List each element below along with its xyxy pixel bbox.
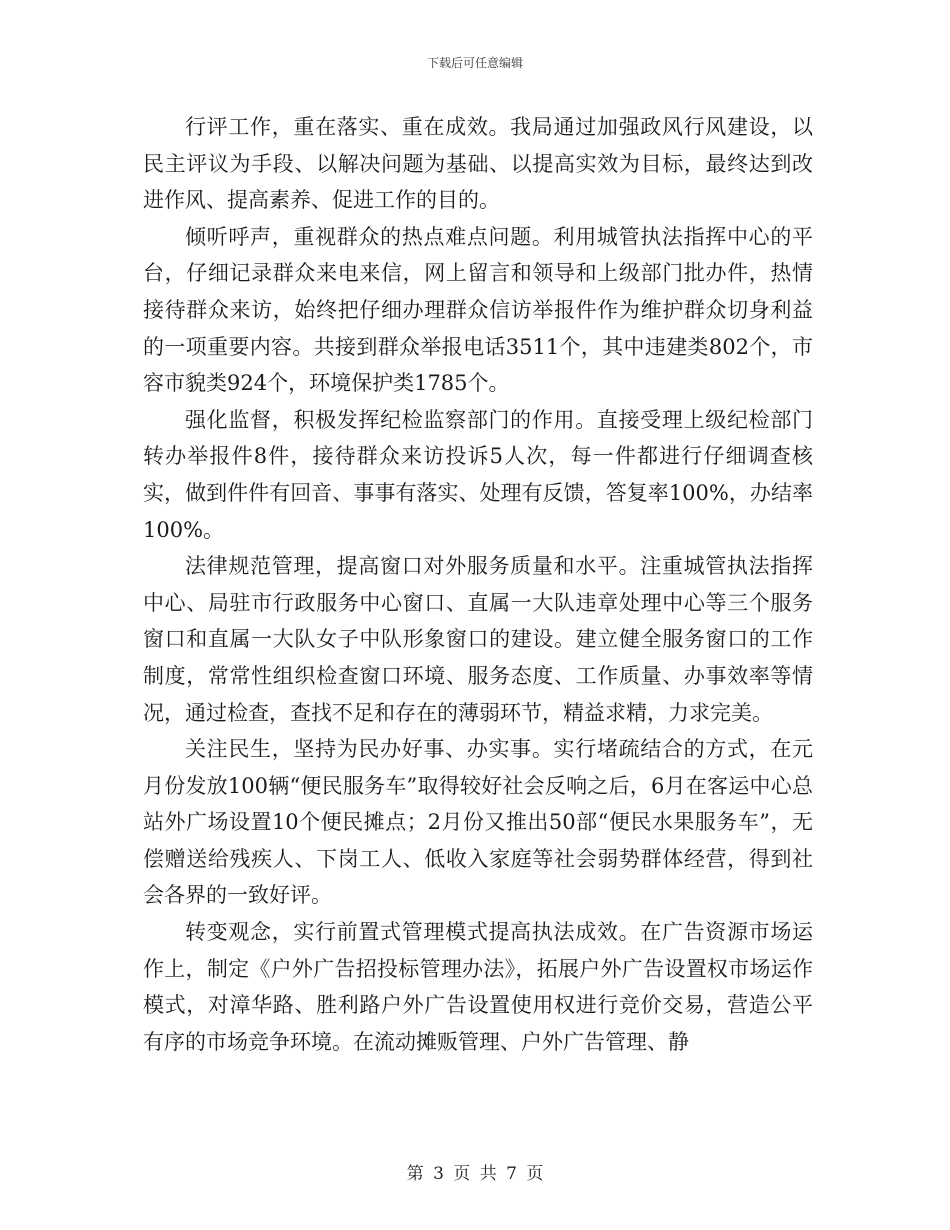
paragraph-6: 转变观念，实行前置式管理模式提高执法成效。在广告资源市场运作上，制定《户外广告招投标管理办法》，拓展户外广告设置权市场运作模式，对漳华路、胜利路户外广告设置使用权进行竞价交易，营造公平有序的市场竞争环境。在流动摊贩管理、户外广告管理、静	[143, 920, 813, 1054]
paragraph-2: 倾听呼声，重视群众的热点难点问题。利用城管执法指挥中心的平台，仔细记录群众来电来信，网上留言和领导和上级部门批办件，热情接待群众来访，始终把仔细办理群众信访举报件作为维护群众切身利益的一项重要内容。共接到群众举报电话3511个，其中违建类802个，市容市貌类924个，环境保护类1785个。	[143, 224, 813, 396]
paragraph-4: 法律规范管理，提高窗口对外服务质量和水平。注重城管执法指挥中心、局驻市行政服务中心窗口、直属一大队违章处理中心等三个服务窗口和直属一大队女子中队形象窗口的建设。建立健全服务窗口的工作制度，常常性组织检查窗口环境、服务态度、工作质量、办事效率等情况，通过检查，查找不足和存在的薄弱环节，精益求精，力求完美。	[143, 554, 813, 725]
page-number-footer: 第 3 页 共 7 页	[406, 1164, 544, 1184]
paragraph-3: 强化监督，积极发挥纪检监察部门的作用。直接受理上级纪检部门转办举报件8件，接待群众来访投诉5人次，每一件都进行仔细调查核实，做到件件有回音、事事有落实、处理有反馈，答复率100%，办结率100%。	[143, 407, 813, 542]
page-header-note: 下载后可任意编辑	[426, 56, 523, 70]
paragraph-1: 行评工作，重在落实、重在成效。我局通过加强政风行风建设，以民主评议为手段、以解决问题为基础、以提高实效为目标，最终达到改进作风、提高素养、促进工作的目的。	[143, 115, 813, 213]
paragraph-5: 关注民生，坚持为民办好事、办实事。实行堵疏结合的方式，在元月份发放100辆“便民服务车”取得较好社会反响之后，6月在客运中心总站外广场设置10个便民摊点；2月份又推出50部“便民水果服务车”，无偿赠送给残疾人、下岗工人、低收入家庭等社会弱势群体经营，得到社会各界的一致好评。	[143, 737, 813, 908]
document-body	[143, 109, 813, 1060]
